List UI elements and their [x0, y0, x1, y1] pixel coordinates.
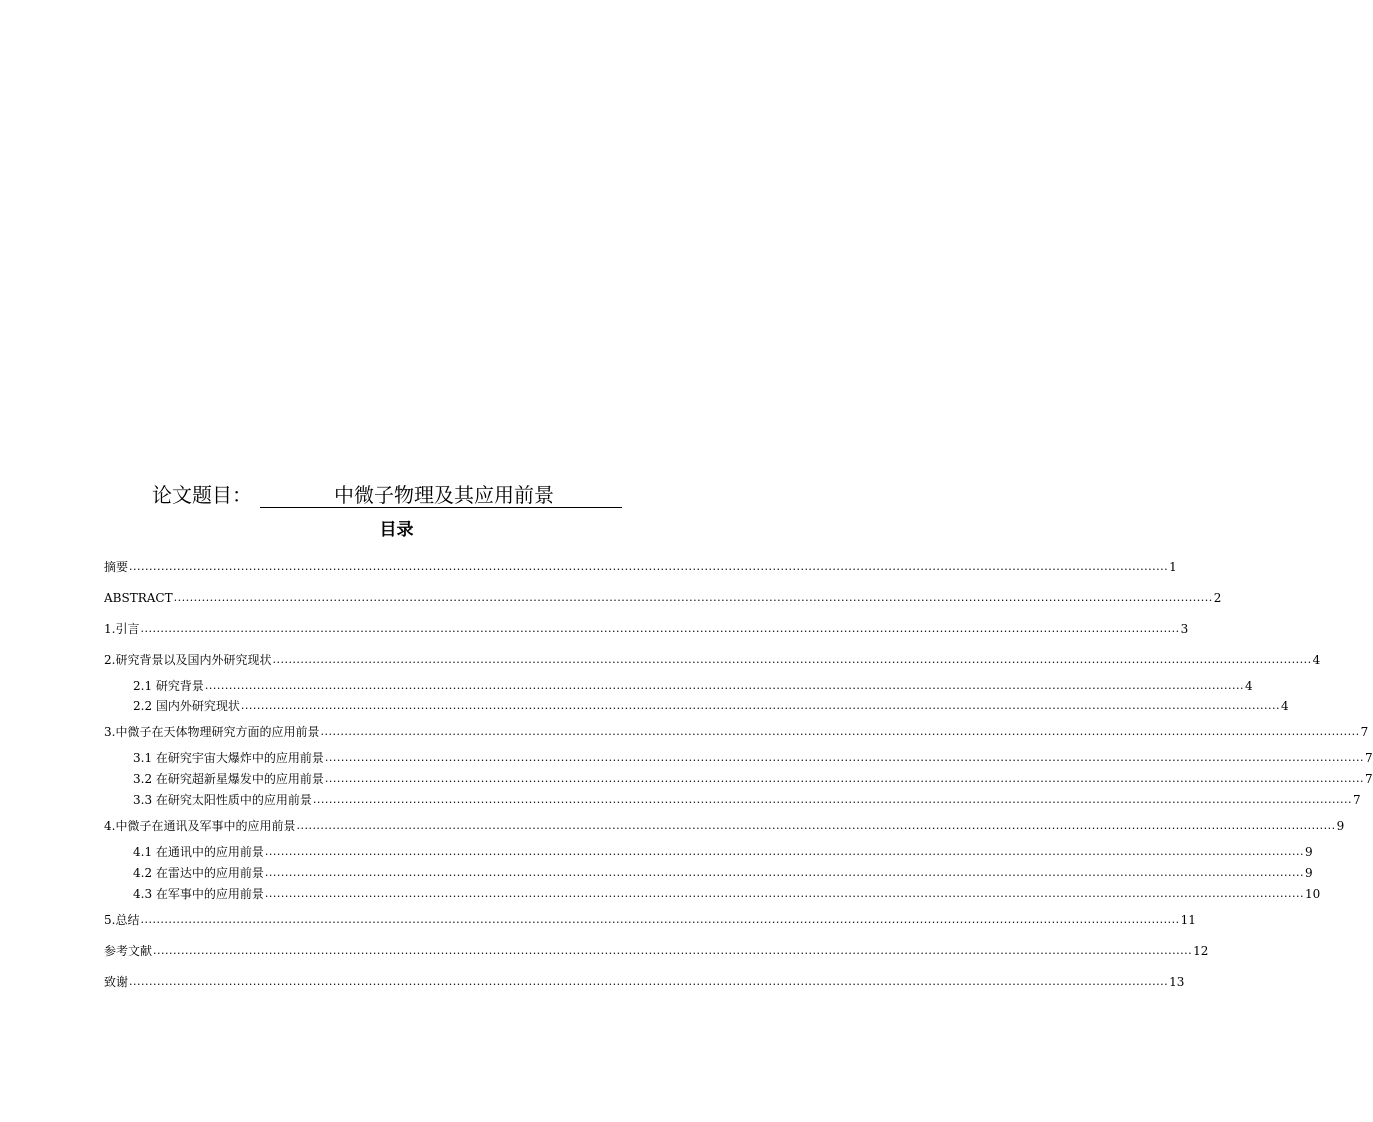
toc-entry-chapter-3[interactable]: [104, 724, 1369, 740]
toc-dot-leader: ....................................................................................................................................................................................................................................................................: [204, 679, 1245, 692]
toc-entry-title: ABSTRACT: [104, 591, 173, 605]
toc-entry-title: 3.1 在研究宇宙大爆炸中的应用前景: [133, 751, 324, 765]
toc-page-number: 12: [1193, 944, 1209, 958]
toc-entry-title: 2.研究背景以及国内外研究现状: [104, 653, 272, 667]
toc-dot-leader: ....................................................................................................................................................................................................................................................................: [240, 699, 1281, 712]
toc-entry-title: 3.2 在研究超新星爆发中的应用前景: [133, 772, 324, 786]
toc-entry-title: 参考文献: [104, 944, 153, 958]
toc-entry-title: 摘要: [104, 560, 129, 574]
toc-entry-section-2-2[interactable]: [133, 698, 1289, 714]
toc-page-number: 9: [1336, 819, 1345, 833]
toc-entry-section-3-3[interactable]: [133, 792, 1361, 808]
toc-dot-leader: ....................................................................................................................................................................................................................................................................: [264, 887, 1305, 900]
toc-page-number: 4: [1281, 699, 1289, 713]
toc-page-number: 3: [1180, 622, 1189, 636]
toc-entry-title: 4.2 在雷达中的应用前景: [133, 866, 264, 880]
toc-entry-title: 5.总结: [104, 913, 140, 927]
toc-entry-title: 4.中微子在通讯及军事中的应用前景: [104, 819, 296, 833]
thesis-title-label: 论文题目：: [152, 483, 252, 507]
toc-entry-section-4-2[interactable]: [133, 865, 1313, 881]
toc-page-number: 13: [1169, 975, 1185, 989]
toc-page-number: 4: [1245, 679, 1253, 693]
toc-entry-title: 2.2 国内外研究现状: [133, 699, 240, 713]
thesis-title-value: 中微子物理及其应用前景: [334, 483, 554, 507]
toc-heading: 目录: [379, 520, 414, 540]
toc-dot-leader: ....................................................................................................................................................................................................................................................................: [140, 622, 1180, 635]
toc-entry-conclusion[interactable]: [104, 912, 1196, 928]
toc-entry-title: 致谢: [104, 975, 129, 989]
toc-entry-chapter-2[interactable]: [104, 652, 1321, 668]
toc-dot-leader: ....................................................................................................................................................................................................................................................................: [272, 653, 1312, 666]
toc-entry-title: 3.3 在研究太阳性质中的应用前景: [133, 793, 312, 807]
toc-page-number: 2: [1213, 591, 1222, 605]
toc-dot-leader: ....................................................................................................................................................................................................................................................................: [140, 913, 1180, 926]
toc-entry-section-2-1[interactable]: [133, 678, 1253, 694]
toc-entry-title: 4.1 在通讯中的应用前景: [133, 845, 264, 859]
toc-page-number: 7: [1360, 725, 1369, 739]
toc-page-number: 7: [1365, 751, 1373, 765]
toc-page-number: 7: [1365, 772, 1373, 786]
toc-page-number: 9: [1305, 845, 1313, 859]
toc-dot-leader: ....................................................................................................................................................................................................................................................................: [324, 751, 1365, 764]
toc-dot-leader: ....................................................................................................................................................................................................................................................................: [264, 845, 1305, 858]
toc-dot-leader: ....................................................................................................................................................................................................................................................................: [173, 591, 1213, 604]
toc-page-number: 11: [1180, 913, 1196, 927]
toc-entry-abstract-cn[interactable]: [104, 559, 1177, 575]
toc-entry-title: 4.3 在军事中的应用前景: [133, 887, 264, 901]
toc-page-number: 1: [1169, 560, 1177, 574]
toc-page-number: 10: [1305, 887, 1321, 901]
toc-entry-section-3-1[interactable]: [133, 750, 1373, 766]
toc-entry-title: 2.1 研究背景: [133, 679, 204, 693]
toc-dot-leader: ....................................................................................................................................................................................................................................................................: [296, 819, 1336, 832]
toc-dot-leader: ....................................................................................................................................................................................................................................................................: [264, 866, 1305, 879]
toc-entry-introduction[interactable]: [104, 621, 1189, 637]
toc-dot-leader: ....................................................................................................................................................................................................................................................................: [312, 793, 1353, 806]
toc-dot-leader: ....................................................................................................................................................................................................................................................................: [320, 725, 1360, 738]
toc-entry-references[interactable]: [104, 943, 1209, 959]
toc-entry-acknowledgements[interactable]: [104, 974, 1185, 990]
toc-entry-abstract-en[interactable]: [104, 590, 1222, 606]
toc-entry-chapter-4[interactable]: [104, 818, 1345, 834]
toc-entry-title: 1.引言: [104, 622, 140, 636]
toc-dot-leader: ....................................................................................................................................................................................................................................................................: [153, 944, 1193, 957]
toc-entry-section-4-3[interactable]: [133, 886, 1321, 902]
toc-entry-title: 3.中微子在天体物理研究方面的应用前景: [104, 725, 320, 739]
toc-page-number: 4: [1312, 653, 1321, 667]
toc-page-number: 7: [1353, 793, 1361, 807]
toc-dot-leader: ....................................................................................................................................................................................................................................................................: [324, 772, 1365, 785]
toc-dot-leader: ....................................................................................................................................................................................................................................................................: [129, 560, 1169, 573]
toc-page-number: 9: [1305, 866, 1313, 880]
toc-entry-section-3-2[interactable]: [133, 771, 1373, 787]
toc-dot-leader: ....................................................................................................................................................................................................................................................................: [129, 975, 1169, 988]
toc-entry-section-4-1[interactable]: [133, 844, 1313, 860]
